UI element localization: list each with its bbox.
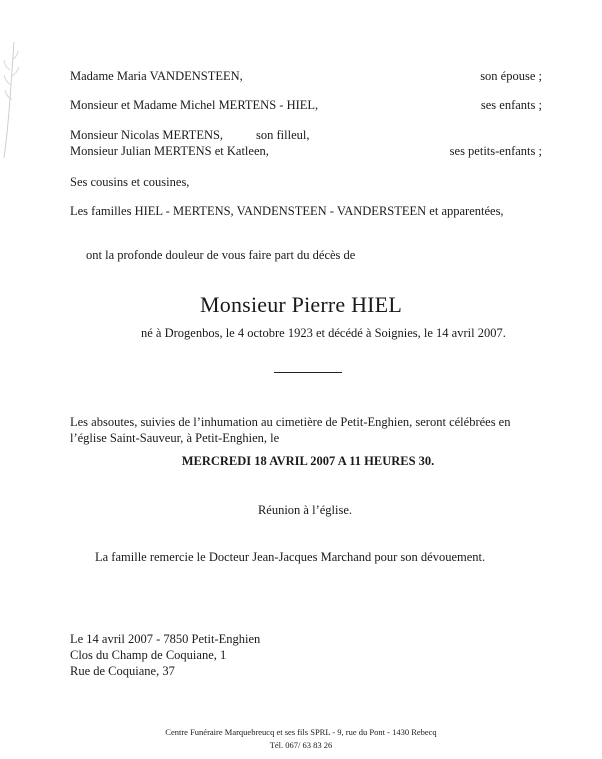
families-line: Les familles HIEL - MERTENS, VANDENSTEEN - VANDERSTEEN et apparentées, xyxy=(70,204,504,218)
thanks-line: La famille remercie le Docteur Jean-Jacques Marchand pour son dévouement. xyxy=(95,550,486,564)
wheat-ornament-icon xyxy=(0,40,22,160)
family-relation: son épouse ; xyxy=(480,69,542,83)
funeral-home-phone: Tél. 067/ 63 83 26 xyxy=(269,740,333,750)
deceased-dates: né à Drogenbos, le 4 octobre 1923 et décédé à Soignies, le 14 avril 2007. xyxy=(141,326,506,340)
announcement-line: ont la profonde douleur de vous faire part du décès de xyxy=(86,248,356,262)
family-name: Madame Maria VANDENSTEEN, xyxy=(70,69,243,83)
address-line-3: Rue de Coquiane, 37 xyxy=(70,664,175,678)
family-name: Monsieur Julian MERTENS et Katleen, xyxy=(70,144,269,158)
address-line-2: Clos du Champ de Coquiane, 1 xyxy=(70,648,227,662)
deceased-name: Monsieur Pierre HIEL xyxy=(200,292,402,317)
family-name: Monsieur Nicolas MERTENS, xyxy=(70,128,224,142)
separator-line xyxy=(274,372,342,373)
ceremony-text-line1: Les absoutes, suivies de l’inhumation au cimetière de Petit-Enghien, seront célébrées en xyxy=(70,415,511,429)
address-line-1: Le 14 avril 2007 - 7850 Petit-Enghien xyxy=(70,632,261,646)
family-relation: ses petits-enfants ; xyxy=(449,144,542,158)
cousins-line: Ses cousins et cousines, xyxy=(70,175,190,189)
ceremony-text-line2: l’église Saint-Sauveur, à Petit-Enghien, le xyxy=(70,431,280,445)
family-note: son filleul, xyxy=(256,128,310,142)
ceremony-date-time: MERCREDI 18 AVRIL 2007 A 11 HEURES 30. xyxy=(181,454,435,468)
family-relation: ses enfants ; xyxy=(480,98,542,112)
family-name: Monsieur et Madame Michel MERTENS - HIEL, xyxy=(70,98,319,112)
reunion-note: Réunion à l’église. xyxy=(257,503,353,517)
funeral-home-line: Centre Funéraire Marquebreucq et ses fils SPRL - 9, rue du Pont - 1430 Rebecq xyxy=(165,727,437,737)
